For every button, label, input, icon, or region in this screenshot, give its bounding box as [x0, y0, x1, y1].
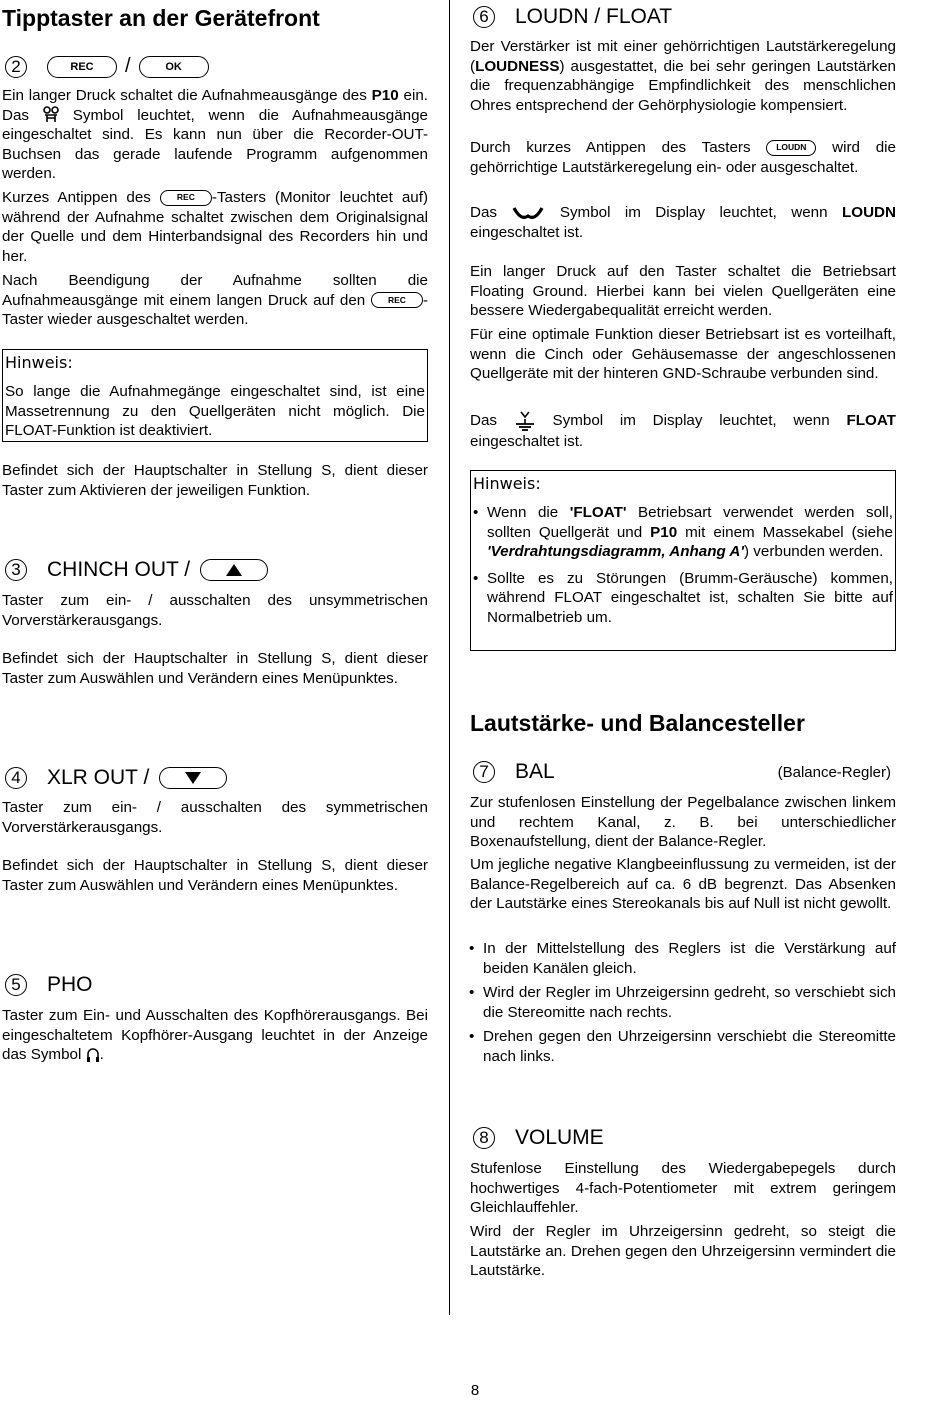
section-title: CHINCH OUT /: [47, 558, 191, 581]
paragraph: Um jegliche negative Klangbeeinflussung zu vermeiden, ist der Balance-Regelbereich auf ca. 6 dB begrenzt. Das Absenken der Lautstärke eines Stereokanals bis auf Null ist nicht gewollt.: [470, 856, 896, 912]
list-item: • In der Mittelstellung des Reglers ist die Verstärkung auf beiden Kanälen gleich.: [483, 939, 896, 978]
section-subtitle: (Balance-Regler): [777, 763, 891, 781]
section-number: 6: [473, 6, 495, 28]
section-number: 7: [473, 761, 495, 783]
list-item: • Wird der Regler im Uhrzeigersinn gedreht, so verschiebt sich die Stereomitte nach rechts.: [483, 983, 896, 1022]
paragraph: Befindet sich der Hauptschalter in Stellung S, dient dieser Taster zum Auswählen und Verändern eines Menüpunktes.: [2, 857, 428, 894]
triangle-up-icon: [200, 559, 268, 581]
paragraph: Durch kurzes Antippen des Tasters LOUDN wird die gehörrichtige Lautstärkeregelung ein- oder ausgeschaltet.: [470, 139, 896, 176]
paragraph: Befindet sich der Hauptschalter in Stellung S, dient dieser Taster zum Auswählen und Verändern eines Menüpunktes.: [2, 650, 428, 687]
note-text: So lange die Aufnahmegänge eingeschaltet sind, ist eine Massetrennung zu den Quellgeräten nicht möglich. Die FLOAT-Funktion ist deaktiviert.: [5, 383, 425, 439]
separator: /: [125, 55, 131, 77]
section-number: 3: [5, 559, 27, 581]
paragraph: Ein langer Druck auf den Taster schaltet die Betriebsart Floating Ground. Hierbei kann bei vielen Quellgeräten eine bessere Wiedergabequalität erreicht werden.: [470, 263, 896, 319]
loudness-icon: [511, 205, 545, 221]
section-7-heading: [473, 760, 896, 784]
page-title: Tipptaster an der Gerätefront: [2, 5, 320, 31]
record-output-icon: [43, 106, 59, 124]
section-3-heading: [5, 558, 268, 582]
section-title: LOUDN / FLOAT: [515, 5, 673, 28]
ok-button-icon: OK: [139, 56, 209, 78]
rec-button-icon: REC: [371, 292, 423, 308]
section-5-heading: [5, 973, 93, 997]
section-title: VOLUME: [515, 1126, 604, 1149]
section-4-heading: [5, 766, 227, 790]
paragraph: Taster zum ein- / ausschalten des unsymmetrischen Vorverstärkerausgangs.: [2, 592, 428, 629]
section-title: BAL: [515, 760, 555, 783]
note-list: [473, 503, 893, 627]
paragraph: Nach Beendigung der Aufnahme sollten die Aufnahmeausgänge mit einem langen Druck auf den REC -Taster wieder ausgeschaltet werden.: [2, 272, 428, 328]
loudn-button-icon: LOUDN: [766, 140, 816, 156]
ground-float-icon: [514, 410, 536, 432]
paragraph: Für eine optimale Funktion dieser Betriebsart ist es vorteilhaft, wenn die Cinch oder Gehäusemasse der angeschlossenen Quellgeräte mit der hinteren GND-Schraube verbunden sind.: [470, 326, 896, 382]
list-item: • Drehen gegen den Uhrzeigersinn verschiebt die Stereomitte nach links.: [483, 1027, 896, 1066]
section-number: 2: [5, 56, 27, 78]
section-number: 8: [473, 1127, 495, 1149]
paragraph: Wird der Regler im Uhrzeigersinn gedreht, so steigt die Lautstärke an. Drehen gegen den Uhrzeigersinn vermindert die Lautstärke.: [470, 1223, 896, 1279]
paragraph: Der Verstärker ist mit einer gehörrichtigen Lautstärkeregelung (LOUDNESS) ausgestattet, die bei sehr geringen Lautstärken die frequenzabhängige Empfindlichkeit des menschlichen Ohres entsprechend der Gehörphysiologie kompensiert.: [470, 38, 896, 114]
section-number: 4: [5, 767, 27, 789]
list-item: • Wenn die 'FLOAT' Betriebsart verwendet werden soll, sollten Quellgerät und P10 mit einem Massekabel (siehe 'Verdrahtungsdiagramm, Anhang A') verbunden werden.: [487, 503, 893, 562]
page-number: 8: [470, 1382, 480, 1399]
note-box: [2, 349, 428, 442]
note-box: [470, 470, 896, 651]
bullet-list: [483, 939, 896, 1066]
column-divider: [449, 0, 450, 1315]
paragraph: Das Symbol im Display leuchtet, wenn LOUDN eingeschaltet ist.: [470, 204, 896, 241]
paragraph: Kurzes Antippen des REC -Tasters (Monitor leuchtet auf) während der Aufnahme schaltet zwischen dem Originalsignal der Quelle und dem Hinterbandsignal des Recorders hin und her.: [2, 189, 428, 265]
note-title: Hinweis:: [473, 474, 541, 493]
section-number: 5: [5, 974, 27, 996]
paragraph: Das Symbol im Display leuchtet, wenn FLOAT eingeschaltet ist.: [470, 410, 896, 452]
paragraph: Zur stufenlosen Einstellung der Pegelbalance zwischen linkem und rechtem Kanal, z. B. bei unterschiedlicher Boxenaufstellung, dient der Balance-Regler.: [470, 794, 896, 850]
headphone-icon: [86, 1047, 100, 1063]
paragraph: Ein langer Druck schaltet die Aufnahmeausgänge des P10 ein. Das Symbol leuchtet, wenn die Aufnahmeausgänge eingeschaltet sind. Es kann nun über die Recorder-OUT-Buchsen das gerade laufende Programm aufgenommen werden.: [2, 87, 428, 182]
paragraph: Taster zum ein- / ausschalten des symmetrischen Vorverstärkerausgangs.: [2, 799, 428, 836]
paragraph: Stufenlose Einstellung des Wiedergabepegels durch hochwertiges 4-fach-Potentiometer mit extrem geringem Gleichlauffehler.: [470, 1160, 896, 1216]
rec-button-icon: REC: [160, 190, 212, 206]
section-6-heading: [473, 5, 672, 29]
rec-button-icon: REC: [47, 56, 117, 78]
paragraph: Taster zum Ein- und Ausschalten des Kopfhörerausgangs. Bei eingeschaltetem Kopfhörer-Ausgang leuchtet in der Anzeige das Symbol .: [2, 1007, 428, 1063]
section-heading: Lautstärke- und Balancesteller: [470, 710, 805, 736]
section-8-heading: [473, 1126, 604, 1150]
paragraph: Befindet sich der Hauptschalter in Stellung S, dient dieser Taster zum Aktivieren der jeweiligen Funktion.: [2, 462, 428, 499]
note-title: Hinweis:: [5, 353, 73, 372]
section-2-heading: [5, 55, 209, 78]
section-title: XLR OUT /: [47, 766, 150, 789]
list-item: • Sollte es zu Störungen (Brumm-Geräusche) kommen, während FLOAT eingeschaltet ist, schalten Sie bitte auf Normalbetrieb um.: [487, 569, 893, 628]
section-title: PHO: [47, 973, 93, 996]
triangle-down-icon: [159, 767, 227, 789]
